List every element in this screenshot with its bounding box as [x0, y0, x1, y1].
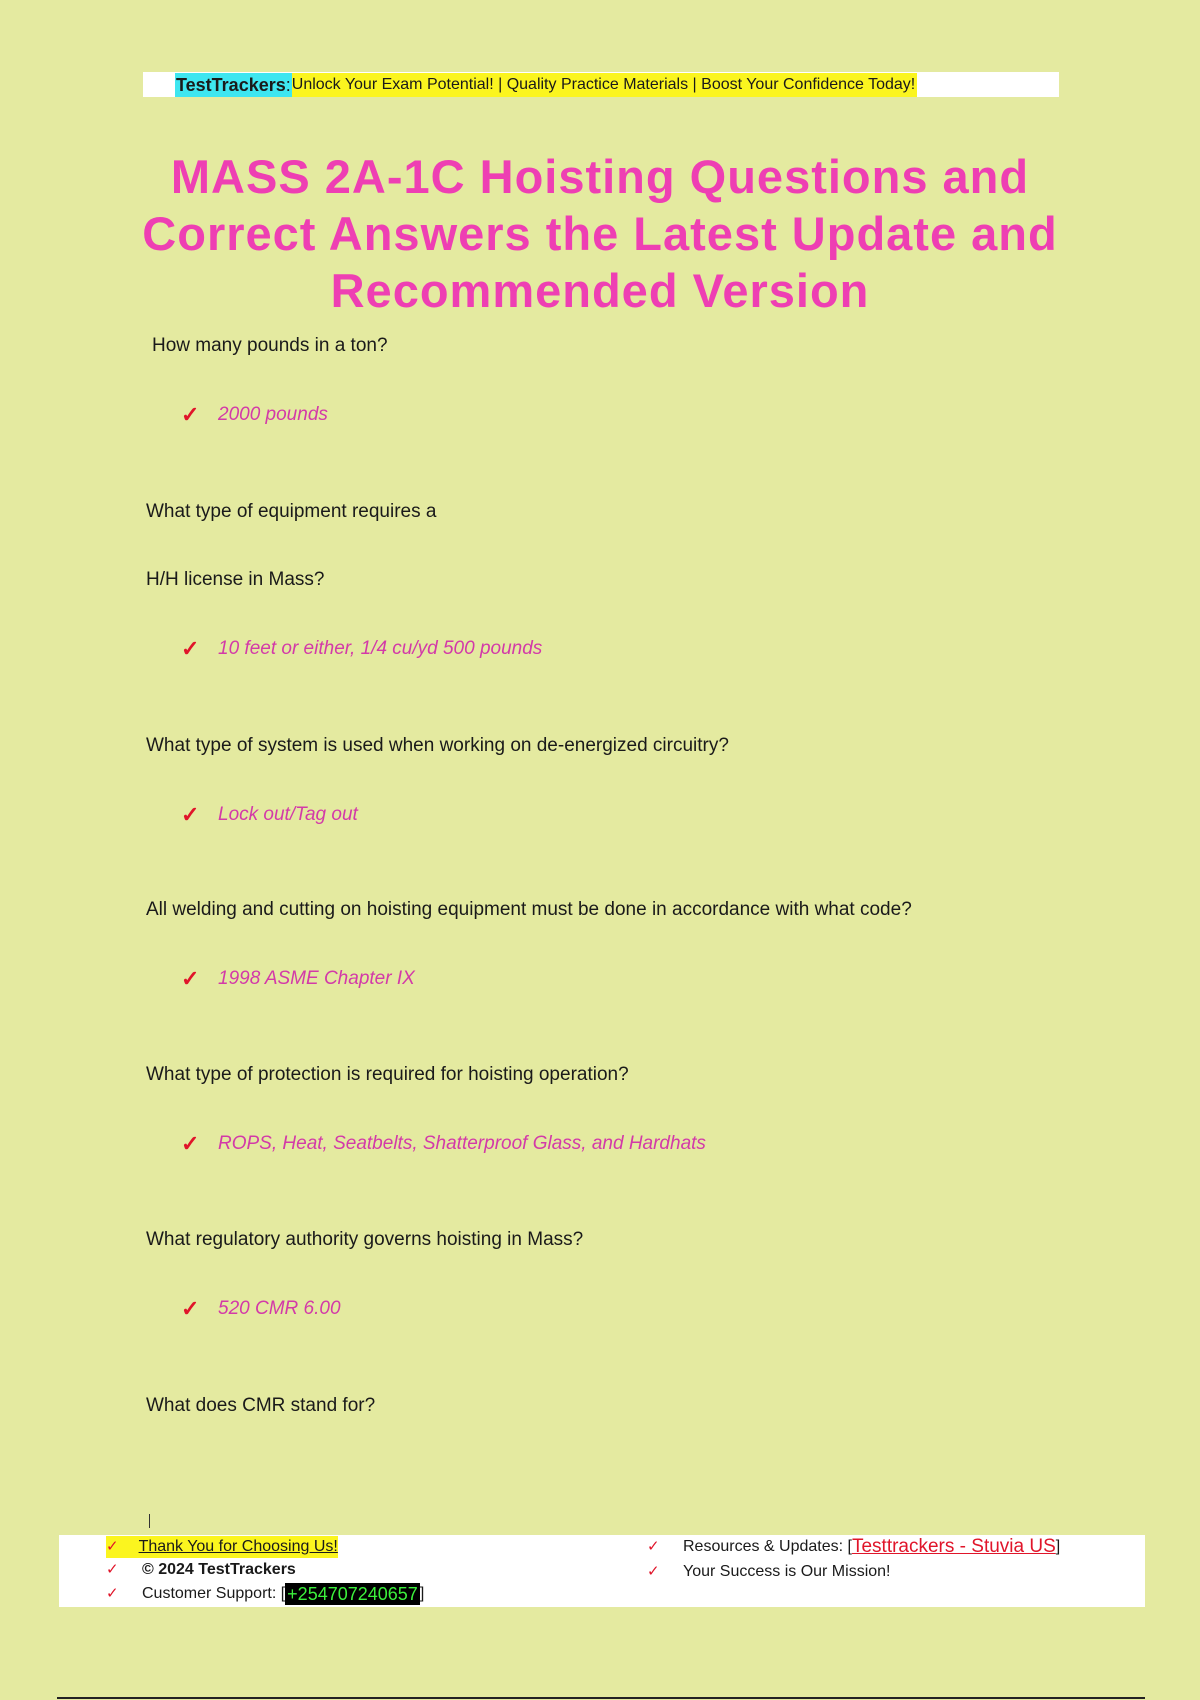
bottom-divider [57, 1697, 1145, 1699]
check-icon: ✓ [647, 1538, 660, 1555]
banner-tagline: Unlock Your Exam Potential! | Quality Practice Materials | Boost Your Confidence Today! [292, 73, 917, 97]
question-text: What regulatory authority governs hoisting in Mass? [146, 1229, 584, 1250]
answer-text: 2000 pounds [218, 404, 328, 425]
footer-resources-row [647, 1536, 1060, 1558]
resources-link[interactable]: Testtrackers - Stuvia US [851, 1536, 1056, 1557]
mission-text: Your Success is Our Mission! [683, 1563, 891, 1580]
check-icon: ✓ [106, 1585, 119, 1602]
support-phone[interactable]: +254707240657 [287, 1584, 418, 1604]
document-title: MASS 2A-1C Hoisting Questions and Correct Answers the Latest Update and Recommended Version [142, 150, 1058, 317]
answer-text: 1998 ASME Chapter IX [218, 968, 415, 989]
check-icon: ✓ [106, 1561, 119, 1578]
question-text: What does CMR stand for? [146, 1395, 376, 1416]
answer-item [181, 1132, 706, 1156]
question-text: All welding and cutting on hoisting equipment must be done in accordance with what code? [146, 899, 912, 920]
answer-item [181, 1297, 341, 1321]
support-close-bracket: ] [419, 1585, 425, 1602]
footer-support-row [106, 1583, 424, 1605]
question-text: What type of equipment requires a [146, 501, 437, 522]
answer-text: ROPS, Heat, Seatbelts, Shatterproof Glass, and Hardhats [218, 1133, 706, 1154]
copyright-text: © 2024 TestTrackers [142, 1561, 296, 1578]
question-text: What type of system is used when working on de-energized circuitry? [146, 735, 729, 756]
header-banner [143, 72, 1059, 97]
answer-item [181, 403, 328, 427]
resources-close-bracket: ] [1055, 1538, 1061, 1555]
question-text: What type of protection is required for hoisting operation? [146, 1064, 629, 1085]
check-icon: ✓ [181, 402, 200, 427]
footer-copyright-row [106, 1559, 296, 1581]
check-icon: ✓ [181, 802, 200, 827]
answer-item [181, 637, 542, 661]
answer-item [181, 967, 415, 991]
text-cursor [149, 1514, 150, 1528]
footer-thank-you-row [106, 1536, 338, 1558]
footer-box [59, 1535, 1145, 1607]
support-label: Customer Support: [ [142, 1585, 286, 1602]
question-text-continued: H/H license in Mass? [146, 569, 325, 590]
answer-text: 520 CMR 6.00 [218, 1298, 341, 1319]
answer-item [181, 803, 358, 827]
footer-mission-row [647, 1561, 890, 1583]
check-icon: ✓ [106, 1536, 139, 1558]
check-icon: ✓ [181, 1131, 200, 1156]
resources-label: Resources & Updates: [ [683, 1538, 852, 1555]
question-text: How many pounds in a ton? [152, 335, 388, 356]
check-icon: ✓ [181, 636, 200, 661]
thank-you-text: Thank You for Choosing Us! [139, 1536, 338, 1558]
answer-text: 10 feet or either, 1/4 cu/yd 500 pounds [218, 638, 543, 659]
answer-text: Lock out/Tag out [218, 804, 358, 825]
brand-name: TestTrackers: [176, 74, 291, 95]
check-icon: ✓ [181, 966, 200, 991]
check-icon: ✓ [181, 1296, 200, 1321]
check-icon: ✓ [647, 1563, 660, 1580]
